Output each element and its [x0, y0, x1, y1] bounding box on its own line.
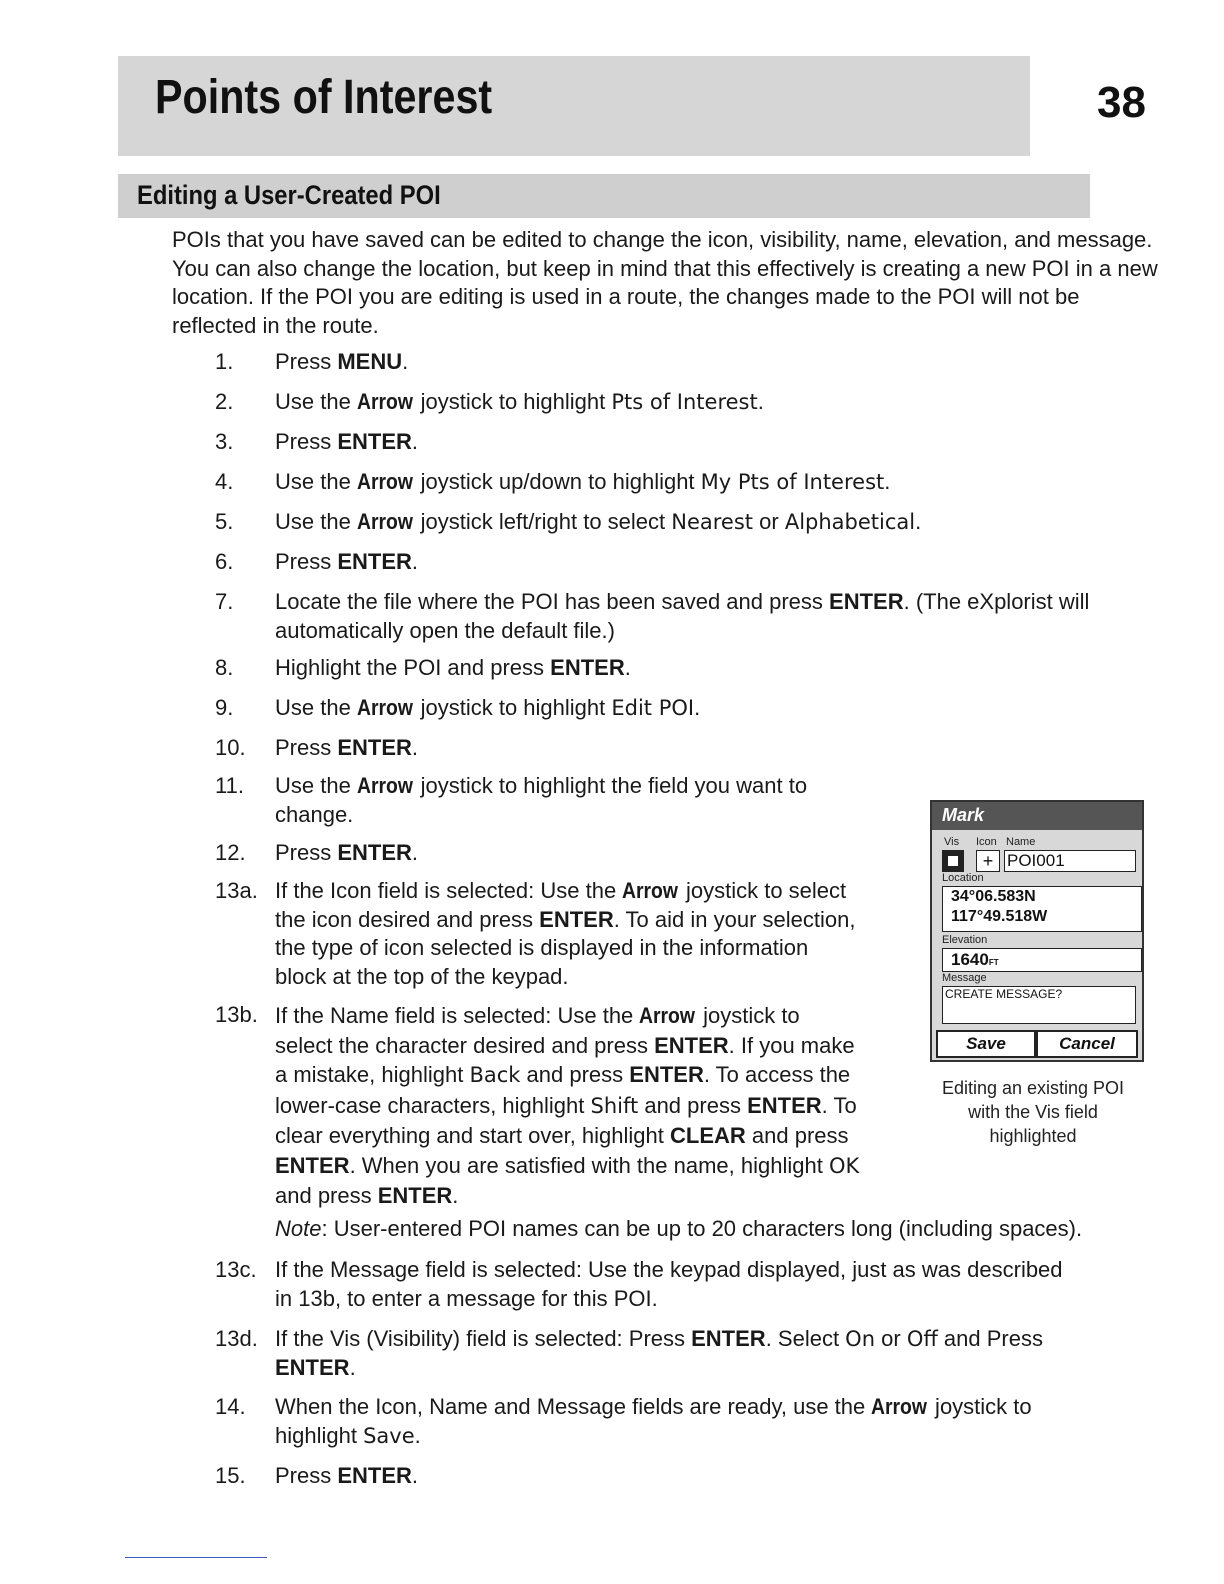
- screen-term: OK: [828, 1153, 860, 1178]
- step-text: joystick left/right to select: [414, 509, 672, 534]
- step-number: 7.: [215, 589, 234, 614]
- note-label: Note: [275, 1216, 322, 1241]
- key-arrow: Arrow: [356, 389, 413, 414]
- step-text: Use the: [275, 389, 357, 414]
- key-arrow: Arrow: [639, 1003, 696, 1028]
- device-title-bar: [932, 802, 1142, 830]
- screen-term: My Pts of Interest: [700, 470, 885, 494]
- step-number: 8.: [215, 655, 234, 680]
- step-text: automatically open the default file.): [275, 617, 615, 643]
- step-text: . Select: [765, 1326, 846, 1351]
- step-number: 2.: [215, 389, 234, 414]
- footnote-rule: [125, 1557, 267, 1558]
- screen-term: Shift: [590, 1093, 639, 1118]
- screen-term: On: [845, 1327, 876, 1351]
- step-number: 13c.: [215, 1257, 257, 1282]
- figure-caption: [920, 1076, 1146, 1148]
- step-text: the icon desired and press: [275, 906, 540, 932]
- step-text: . To access the: [703, 1062, 851, 1087]
- step-text: or: [875, 1326, 907, 1351]
- elevation-value: 1640: [951, 950, 989, 969]
- message-label: Message: [942, 972, 987, 984]
- elevation-field[interactable]: [942, 948, 1142, 972]
- step-number: 10.: [215, 735, 246, 760]
- step-number: 11.: [215, 773, 244, 798]
- step-text: joystick to highlight: [414, 695, 612, 720]
- longitude: 117°49.518W: [951, 908, 1048, 925]
- step-text: and press: [745, 1123, 849, 1148]
- cancel-button[interactable]: Cancel: [1036, 1030, 1138, 1058]
- step-number: 12.: [215, 840, 246, 865]
- punct: .: [414, 1422, 421, 1448]
- step-text: Press: [275, 840, 338, 865]
- step-text: Use the: [275, 509, 357, 534]
- step-text: Press: [275, 1463, 338, 1488]
- step-number: 14.: [215, 1394, 246, 1419]
- step-number: 15.: [215, 1463, 246, 1488]
- step-number: 13a.: [215, 878, 258, 903]
- intro-paragraph: POIs that you have saved can be edited to change the icon, visibility, name, elevation, and message. You can also change the location, but keep in mind that this effectively is creating a new POI in a new location. If the POI you are editing is used in a route, the changes made to the POI will not be reflected in the route.: [172, 227, 1158, 338]
- punct: .: [757, 389, 764, 414]
- vis-label: Vis: [944, 836, 960, 848]
- step-text: and press: [638, 1092, 748, 1118]
- step-text: clear everything and start over, highlight: [275, 1123, 671, 1148]
- step-text: Use the: [275, 469, 357, 494]
- key-enter: ENTER: [747, 1092, 822, 1118]
- key-enter: ENTER: [337, 735, 412, 760]
- step-text: If the Icon field is selected: Use the: [275, 878, 623, 903]
- screen-term: Nearest: [671, 510, 754, 534]
- step-text: joystick up/down to highlight: [414, 469, 701, 494]
- step-text: block at the top of the keypad.: [275, 963, 569, 989]
- step-text: Highlight the POI and press: [275, 655, 551, 680]
- key-enter: ENTER: [337, 429, 412, 454]
- punct: .: [411, 429, 419, 454]
- key-clear: CLEAR: [670, 1123, 746, 1148]
- step-text: . (The eXplorist will: [903, 589, 1090, 614]
- step-text: joystick to: [696, 1003, 800, 1028]
- caption-line: Editing an existing POI: [941, 1078, 1125, 1098]
- location-label: Location: [942, 872, 984, 884]
- section-title: Editing a User-Created POI: [137, 180, 441, 210]
- key-enter: ENTER: [337, 840, 412, 865]
- elevation-label: Elevation: [942, 934, 988, 946]
- key-enter: ENTER: [629, 1062, 704, 1087]
- note: [275, 1216, 1082, 1242]
- key-arrow: Arrow: [356, 509, 413, 534]
- screen-term: Off: [906, 1327, 938, 1351]
- message-field[interactable]: CREATE MESSAGE?: [942, 986, 1136, 1024]
- step-text: . To: [821, 1092, 857, 1118]
- step-text: lower-case characters, highlight: [275, 1092, 591, 1118]
- screen-term: Save: [363, 1423, 415, 1448]
- vis-field[interactable]: [942, 850, 964, 872]
- step-text: If the Vis (Visibility) field is selected: Press: [275, 1326, 692, 1351]
- page-title: Points of Interest: [155, 71, 493, 124]
- step-text: Press: [275, 735, 338, 760]
- name-field[interactable]: POI001: [1004, 850, 1136, 872]
- step-text: If the Name field is selected: Use the: [275, 1003, 640, 1028]
- step-text: and press: [520, 1062, 630, 1087]
- key-enter: ENTER: [829, 589, 904, 614]
- step-text: Locate the file where the POI has been saved and press: [275, 589, 830, 614]
- key-enter: ENTER: [275, 1152, 350, 1178]
- step-text: highlight: [275, 1422, 364, 1448]
- step-text: joystick to: [928, 1394, 1032, 1419]
- save-button[interactable]: Save: [936, 1030, 1036, 1058]
- step-number: 9.: [215, 695, 234, 720]
- step-text: select the character desired and press: [275, 1032, 655, 1058]
- caption-line: highlighted: [989, 1126, 1077, 1146]
- name-label: Name: [1006, 836, 1036, 848]
- step-text: in 13b, to enter a message for this POI.: [275, 1285, 658, 1311]
- punct: .: [411, 735, 419, 760]
- step-text: When the Icon, Name and Message fields are ready, use the: [275, 1394, 872, 1419]
- step-number: 1.: [215, 349, 234, 374]
- key-enter: ENTER: [337, 549, 412, 574]
- key-enter: ENTER: [550, 655, 625, 680]
- step-text: Use the: [275, 695, 357, 720]
- step-text: Use the: [275, 773, 357, 798]
- key-arrow: Arrow: [871, 1394, 928, 1419]
- key-arrow: Arrow: [622, 878, 679, 903]
- punct: .: [624, 655, 631, 680]
- step-text: . When you are satisfied with the name, highlight: [349, 1152, 829, 1178]
- punct: .: [411, 1463, 419, 1488]
- elevation-unit: FT: [988, 958, 999, 967]
- step-text: joystick to select: [679, 878, 847, 903]
- punct: .: [452, 1183, 459, 1208]
- step-text: Press: [275, 349, 338, 374]
- key-arrow: Arrow: [356, 469, 413, 494]
- step-number: 5.: [215, 509, 234, 534]
- punct: .: [411, 840, 419, 865]
- punct: .: [915, 509, 922, 534]
- screen-term: Back: [469, 1063, 521, 1087]
- screen-term: Pts of Interest: [611, 390, 758, 414]
- step-number: 3.: [215, 429, 234, 454]
- screen-term: Edit POI: [611, 696, 695, 720]
- step-number: 13d.: [215, 1326, 258, 1351]
- screen-term: Alphabetical: [784, 510, 916, 534]
- punct: .: [694, 695, 701, 720]
- device-screen: [930, 800, 1144, 1062]
- icon-field[interactable]: +: [976, 850, 1000, 872]
- punct: .: [349, 1354, 356, 1380]
- note-text: : User-entered POI names can be up to 20 characters long (including spaces).: [321, 1216, 1083, 1241]
- step-text: joystick to highlight the field you want to: [414, 773, 808, 798]
- step-text: and press: [275, 1183, 378, 1208]
- key-arrow: Arrow: [356, 773, 413, 798]
- device-title: Mark: [942, 805, 985, 825]
- step-text: . If you make: [728, 1032, 855, 1058]
- step-text: and Press: [937, 1326, 1043, 1351]
- step-text: the type of icon selected is displayed in the information: [275, 935, 809, 960]
- step-text: a mistake, highlight: [275, 1062, 470, 1087]
- key-enter: ENTER: [539, 906, 614, 932]
- icon-label: Icon: [976, 836, 997, 848]
- key-menu: MENU: [337, 349, 403, 374]
- step-text: If the Message field is selected: Use the keypad displayed, just as was described: [275, 1257, 1063, 1282]
- caption-line: with the Vis field: [968, 1102, 1098, 1122]
- step-number: 13b.: [215, 1002, 258, 1027]
- step-text: Press: [275, 429, 338, 454]
- page-number: 38: [1097, 78, 1146, 127]
- step-text: joystick to highlight: [414, 389, 612, 414]
- key-enter: ENTER: [275, 1354, 350, 1380]
- key-enter: ENTER: [691, 1326, 766, 1351]
- key-enter: ENTER: [337, 1463, 412, 1488]
- step-text: Press: [275, 549, 338, 574]
- step-number: 4.: [215, 469, 234, 494]
- key-enter: ENTER: [654, 1032, 729, 1058]
- step-number: 6.: [215, 549, 234, 574]
- punct: .: [411, 549, 419, 574]
- step-text: . To aid in your selection,: [613, 906, 856, 932]
- key-arrow: Arrow: [356, 695, 413, 720]
- step-text: change.: [275, 801, 354, 827]
- punct: .: [402, 349, 409, 374]
- step-text: or: [753, 509, 785, 534]
- location-field[interactable]: [942, 886, 1142, 932]
- key-enter: ENTER: [377, 1183, 453, 1208]
- latitude: 34°06.583N: [951, 888, 1036, 905]
- punct: .: [884, 469, 891, 494]
